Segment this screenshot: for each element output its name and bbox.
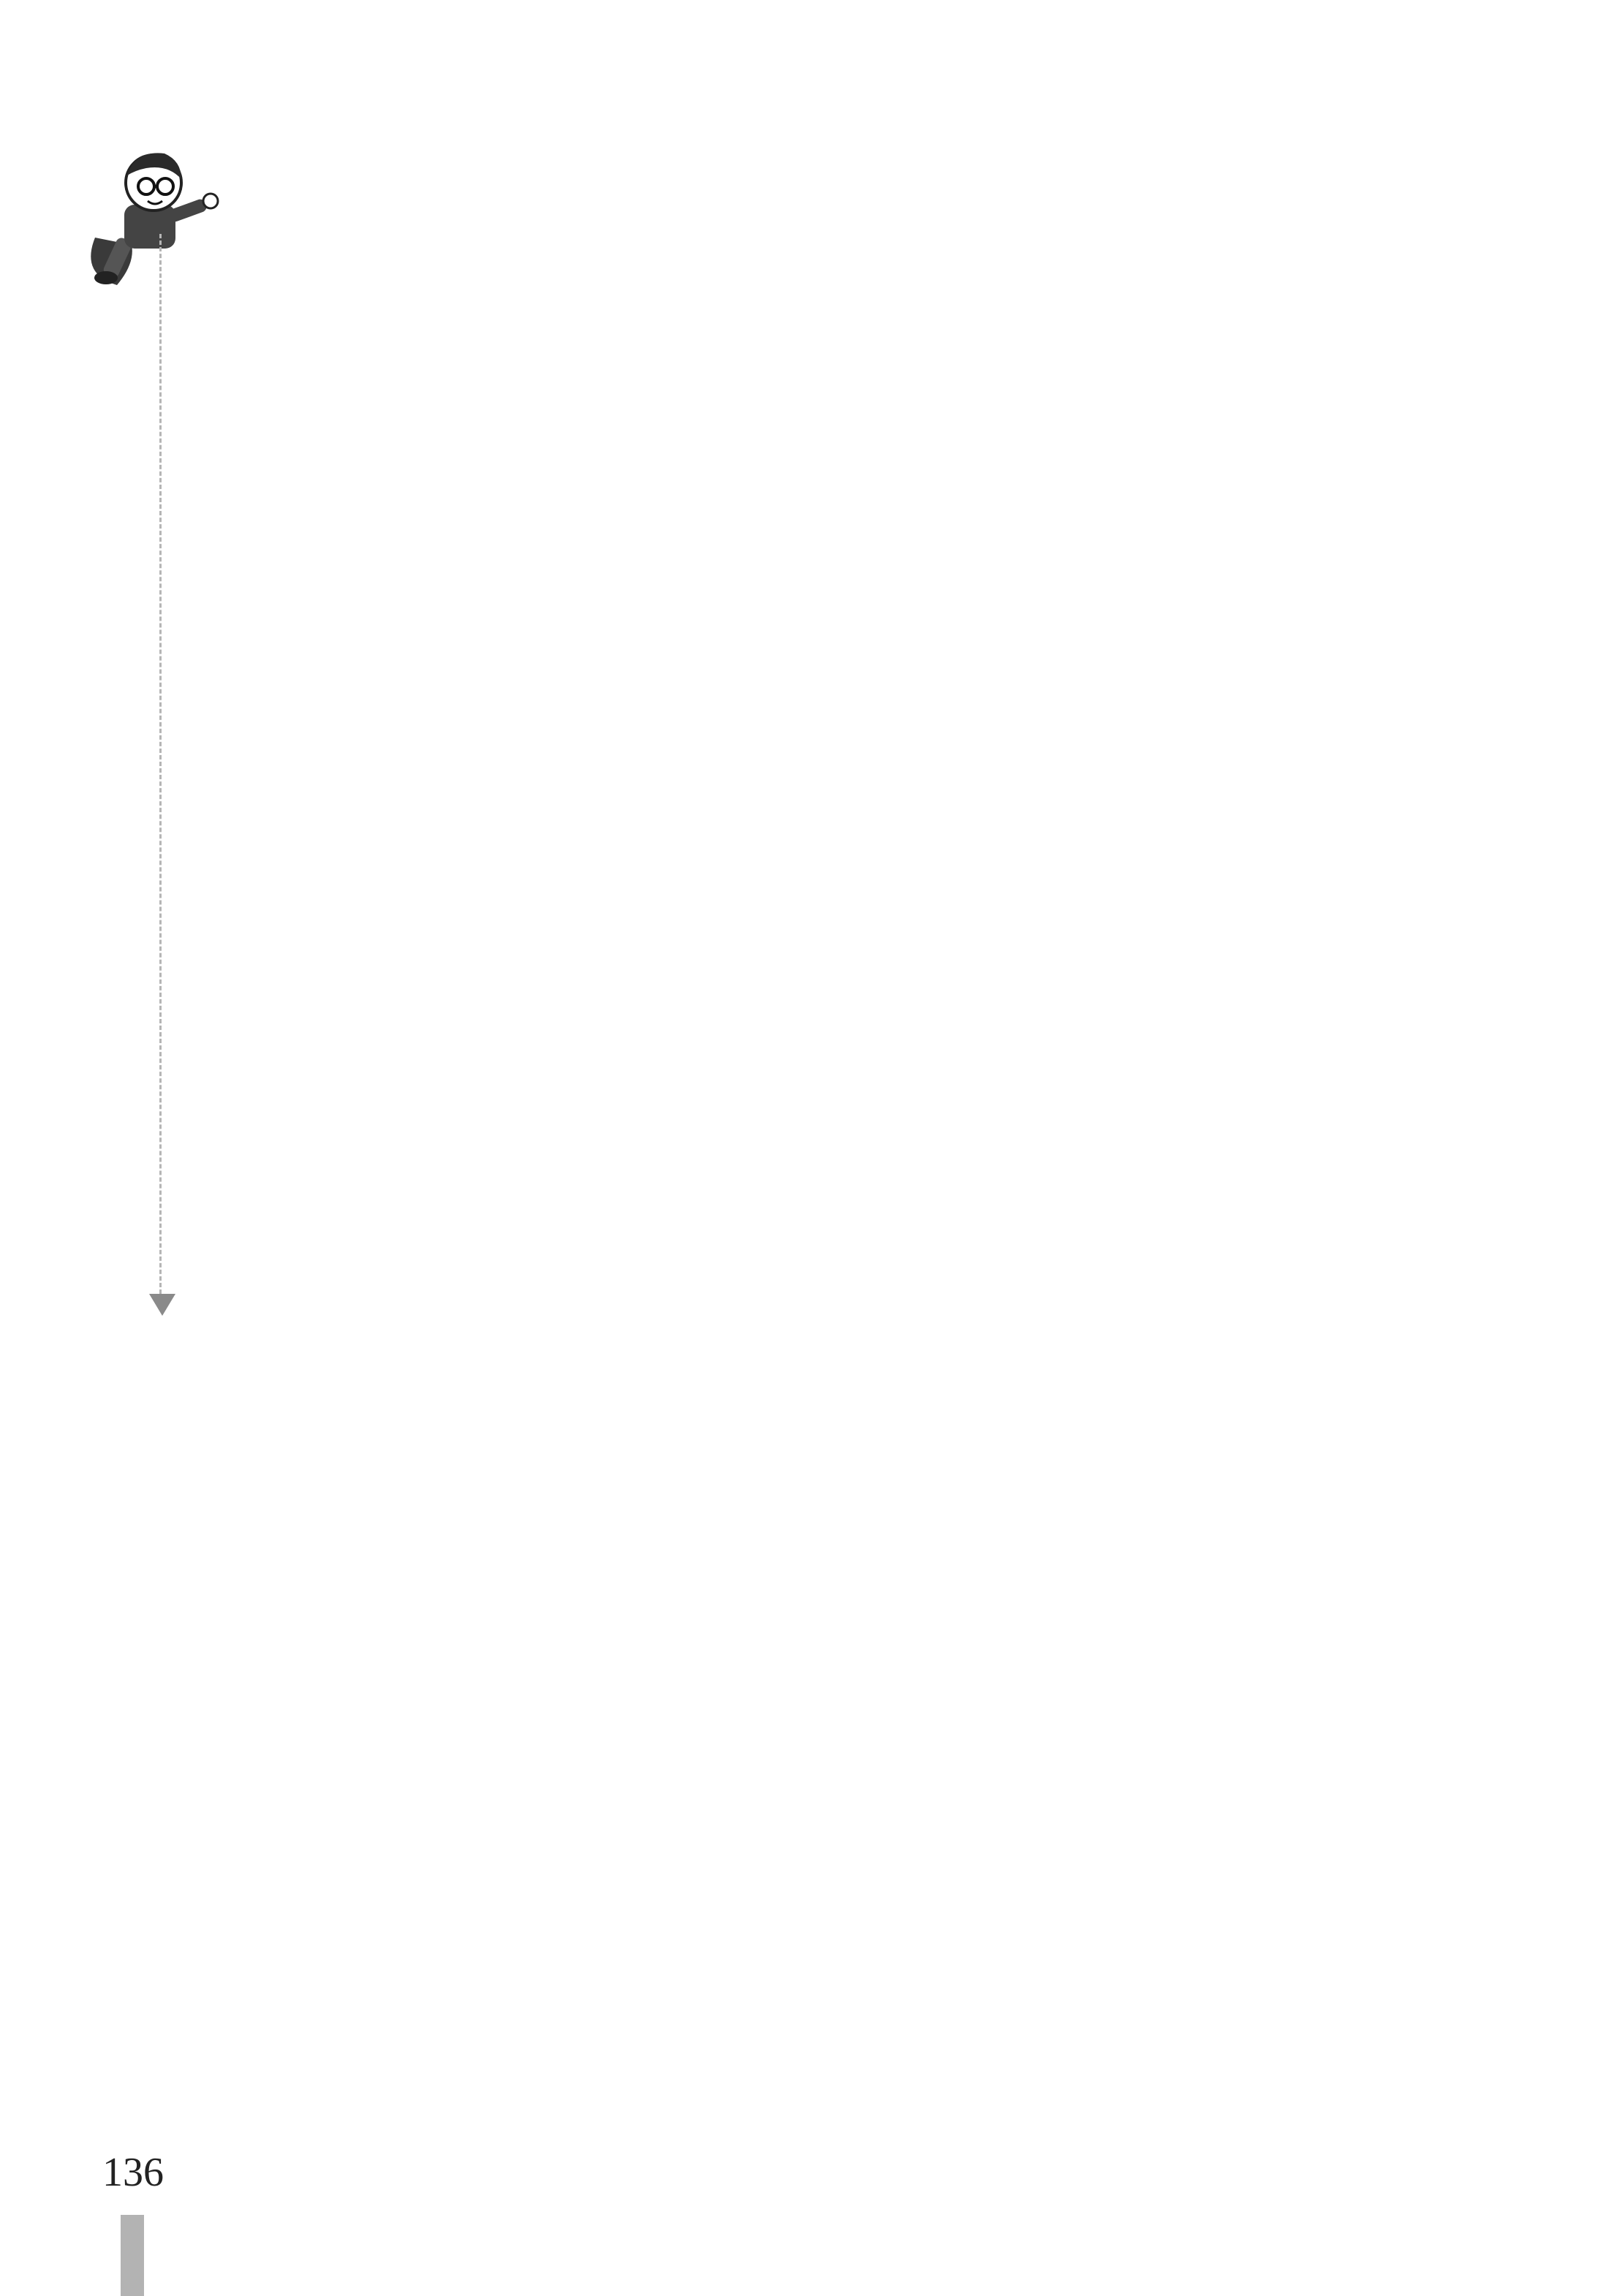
text-line [317,234,349,2032]
text-line [219,234,251,2032]
text-line [1065,234,1097,2032]
text-line [1260,234,1293,2032]
text-line [675,234,707,2032]
text-line [577,234,609,2032]
text-line [1032,234,1064,2032]
body-text [219,234,1455,2032]
text-line [447,234,479,2032]
running-head-arrow-icon [149,1294,175,1316]
text-line [1000,234,1032,2032]
text-line [1130,234,1162,2032]
text-line [902,234,934,2032]
text-line [935,234,967,2032]
text-line [870,234,902,2032]
text-line [251,234,284,2032]
text-line [1390,234,1422,2032]
running-head [110,234,154,1272]
page-number: 136 [102,2150,164,2195]
text-line [349,234,382,2032]
text-line [740,234,772,2032]
text-line [284,234,317,2032]
text-line [1358,234,1390,2032]
text-line [1097,234,1130,2032]
text-line [1293,234,1325,2032]
text-line [512,234,544,2032]
text-line [1325,234,1357,2032]
running-head-divider [159,234,162,1294]
text-line [415,234,447,2032]
text-line [837,234,869,2032]
text-line [480,234,512,2032]
page-edge-tab [121,2215,144,2296]
text-line [1162,234,1195,2032]
text-line [545,234,577,2032]
text-line [707,234,739,2032]
text-line [772,234,804,2032]
text-line [642,234,674,2032]
text-line [1227,234,1260,2032]
text-line [382,234,414,2032]
text-line [805,234,837,2032]
text-line [1423,234,1455,2032]
text-line [967,234,999,2032]
text-line [1195,234,1227,2032]
text-line [610,234,642,2032]
